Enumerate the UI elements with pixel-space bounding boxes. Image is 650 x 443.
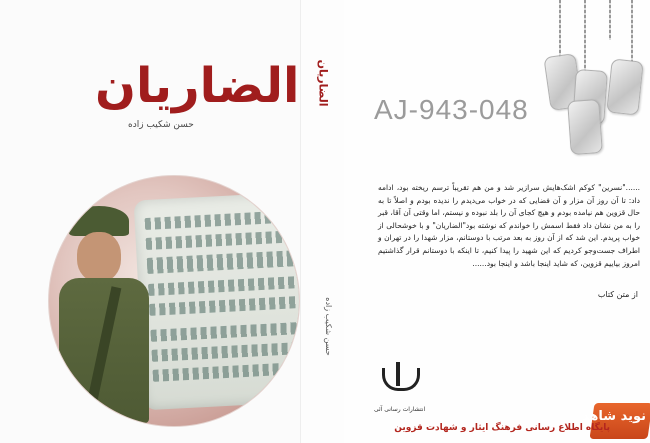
watermark-text: پایگاه اطلاع رسانی فرهنگ ایثار و شهادت قزوین bbox=[394, 423, 610, 433]
front-cover bbox=[0, 0, 300, 443]
back-blurb: ......"نسرین" کوکم اشک‌هایش سرازیر شد و من هم تقریباً ترسم ریخته بود، ادامه داد: تا آن روز آن مزار و آن فضایی که در خواب می‌دیدم را ندیده بودم و اصلاً تا به حال قزوین هم نیامده بودم و هیچ کجای آن را بلد نبوده و نیستم، اما وقتی آن آقا، قبر را به من نشان داد فقط اسمش را خواندم که نوشته بود"الضاریان" و با خوشحالی از خواب پریدم. این شد که از آن روز به بعد مرتب با دوستانم، مزار شهدا را در تهران و اطراف جست‌وجو کردیم که این شهید را پیدا کنیم، تا اینکه با دوستانم قرار گذاشتیم امروز بیاییم قزوین، که شاید اینجا باشد و اینجا بود...... bbox=[378, 183, 640, 268]
publisher-name: انتشارات رسانی آئی bbox=[374, 406, 426, 413]
publisher-logo-icon bbox=[376, 362, 420, 406]
book-spine bbox=[300, 0, 346, 443]
spine-title: الضاریان bbox=[316, 59, 330, 107]
dog-tags-icon bbox=[539, 0, 644, 160]
spine-author: حسن شکیب زاده bbox=[323, 297, 333, 356]
front-author: حسن شکیب زاده bbox=[128, 120, 194, 130]
from-book-label: از متن کتاب bbox=[597, 290, 638, 299]
cover-photo bbox=[48, 175, 300, 427]
soldier-portrait-icon bbox=[59, 206, 154, 421]
back-cover bbox=[344, 0, 650, 443]
gravestone-icon bbox=[134, 192, 300, 411]
watermark-badge-text: نوید شاهد bbox=[581, 409, 646, 424]
book-title: الضاریان bbox=[95, 58, 300, 114]
back-code: AJ-943-048 bbox=[374, 94, 529, 125]
